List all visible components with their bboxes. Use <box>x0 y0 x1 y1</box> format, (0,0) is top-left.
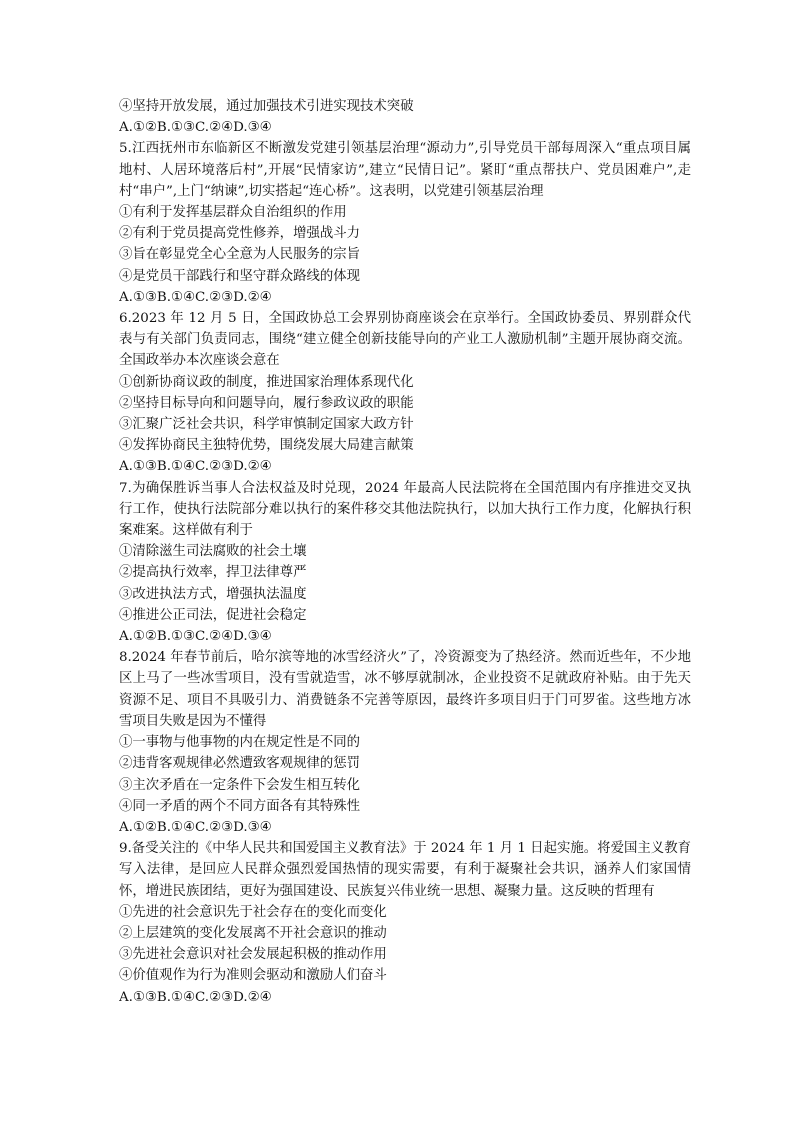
question-5-option-4: ④是党员干部践行和坚守群众路线的体现 <box>119 268 361 284</box>
question-7-option-4: ④推进公正司法，促进社会稳定 <box>119 607 307 623</box>
question-8-stem: 8.2024 年春节前后，哈尔滨等地的冰雪经济火”了，冷资源变为了热经济。然而近些年，不少地区上马了一些冰雪项目，没有雪就造雪，冰不够厚就制冰，企业投资不足就政府补贴。由于先天资源不足、项目不具吸引力、消费链条不完善等原因，最终许多项目归于门可罗雀。这些地方冰雪项目失败是因为不懂得 <box>119 650 691 729</box>
question-8 <box>119 647 691 838</box>
question-6-option-4: ④发挥协商民主独特优势，围绕发展大局建言献策 <box>119 438 414 454</box>
question-6-option-1: ①创新协商议政的制度，推进国家治理体系现代化 <box>119 374 414 390</box>
question-6-option-2: ②坚持目标导向和问题导向，履行参政议政的职能 <box>119 395 414 411</box>
question-8-option-1: ①一事物与他事物的内在规定性是不同的 <box>119 735 361 751</box>
question-7-option-3: ③改进执法方式，增强执法温度 <box>119 586 307 602</box>
question-9-stem: 9.备受关注的《中华人民共和国爱国主义教育法》于 2024 年 1 月 1 日起实施。将爱国主义教育写入法律，是回应人民群众强烈爱国热情的现实需要，有利于凝聚社会共识，涵养人们家国情怀，增进民族团结，更好为强国建设、民族复兴伟业统一思想、凝聚力量。这反映的哲理有 <box>119 841 691 899</box>
question-9-option-4: ④价值观作为行为准则会驱动和激励人们奋斗 <box>119 968 387 984</box>
question-6-stem: 6.2023 年 12 月 5 日，全国政协总工会界别协商座谈会在京举行。全国政协委员、界别群众代表与有关部门负责同志，围绕“建立健全创新技能导向的产业工人激励机制”主题开展协商交流。全国政举办本次座谈会意在 <box>119 311 691 369</box>
question-9 <box>119 838 691 1008</box>
question-7-answer-choices: A.①②B.①③C.②④D.③④ <box>119 629 272 645</box>
exam-page <box>119 96 691 1008</box>
question-7-stem: 7.为确保胜诉当事人合法权益及时兑现，2024 年最高人民法院将在全国范围内有序推进交叉执行工作，使执行法院部分难以执行的案件移交其他法院执行，以加大执行工作力度，化解执行积案难案。这样做有利于 <box>119 480 691 539</box>
question-8-answer-choices: A.①②B.①④C.②③D.③④ <box>119 819 272 835</box>
question-7 <box>119 478 691 648</box>
question-7-option-1: ①清除滋生司法腐败的社会土壤 <box>119 544 307 560</box>
prev-question-option-4: ④坚持开放发展，通过加强技术引进实现技术突破 <box>119 99 414 114</box>
question-5-option-1: ①有利于发挥基层群众自治组织的作用 <box>119 205 347 221</box>
question-7-option-2: ②提高执行效率，捍卫法律尊严 <box>119 565 307 581</box>
question-6-answer-choices: A.①③B.①④C.②③D.②④ <box>119 459 272 475</box>
question-9-option-1: ①先进的社会意识先于社会存在的变化而变化 <box>119 904 387 920</box>
question-5-option-3: ③旨在彰显党全心全意为人民服务的宗旨 <box>119 247 361 263</box>
question-5-answer-choices: A.①③B.①④C.②③D.②④ <box>119 289 272 305</box>
question-5-option-2: ②有利于党员提高党性修养，增强战斗力 <box>119 226 361 242</box>
question-8-option-4: ④同一矛盾的两个不同方面各有其特殊性 <box>119 798 361 814</box>
prev-question-answer-choices: A.①②B.①③C.②④D.③④ <box>119 120 272 136</box>
question-6 <box>119 308 691 478</box>
question-8-option-3: ③主次矛盾在一定条件下会发生相互转化 <box>119 777 361 793</box>
question-9-answer-choices: A.①③B.①④C.②③D.②④ <box>119 989 272 1005</box>
question-5-stem: 5.江西抚州市东临新区不断激发党建引领基层治理“源动力”,引导党员干部每周深入“重点项目属地村、人居环境落后村”,开展“民情家访”,建立“民情日记”。紧盯“重点帮扶户、党员困难户”,走村“串户”,上门“纳谏”,切实搭起“连心桥”。这表明，以党建引领基层治理 <box>119 141 691 199</box>
question-6-option-3: ③汇聚广泛社会共识，科学审慎制定国家大政方针 <box>119 417 414 433</box>
question-9-option-3: ③先进社会意识对社会发展起积极的推动作用 <box>119 947 387 963</box>
question-5 <box>119 138 691 308</box>
question-9-option-2: ②上层建筑的变化发展离不开社会意识的推动 <box>119 925 387 941</box>
question-8-option-2: ②违背客观规律必然遭致客观规律的惩罚 <box>119 756 361 772</box>
